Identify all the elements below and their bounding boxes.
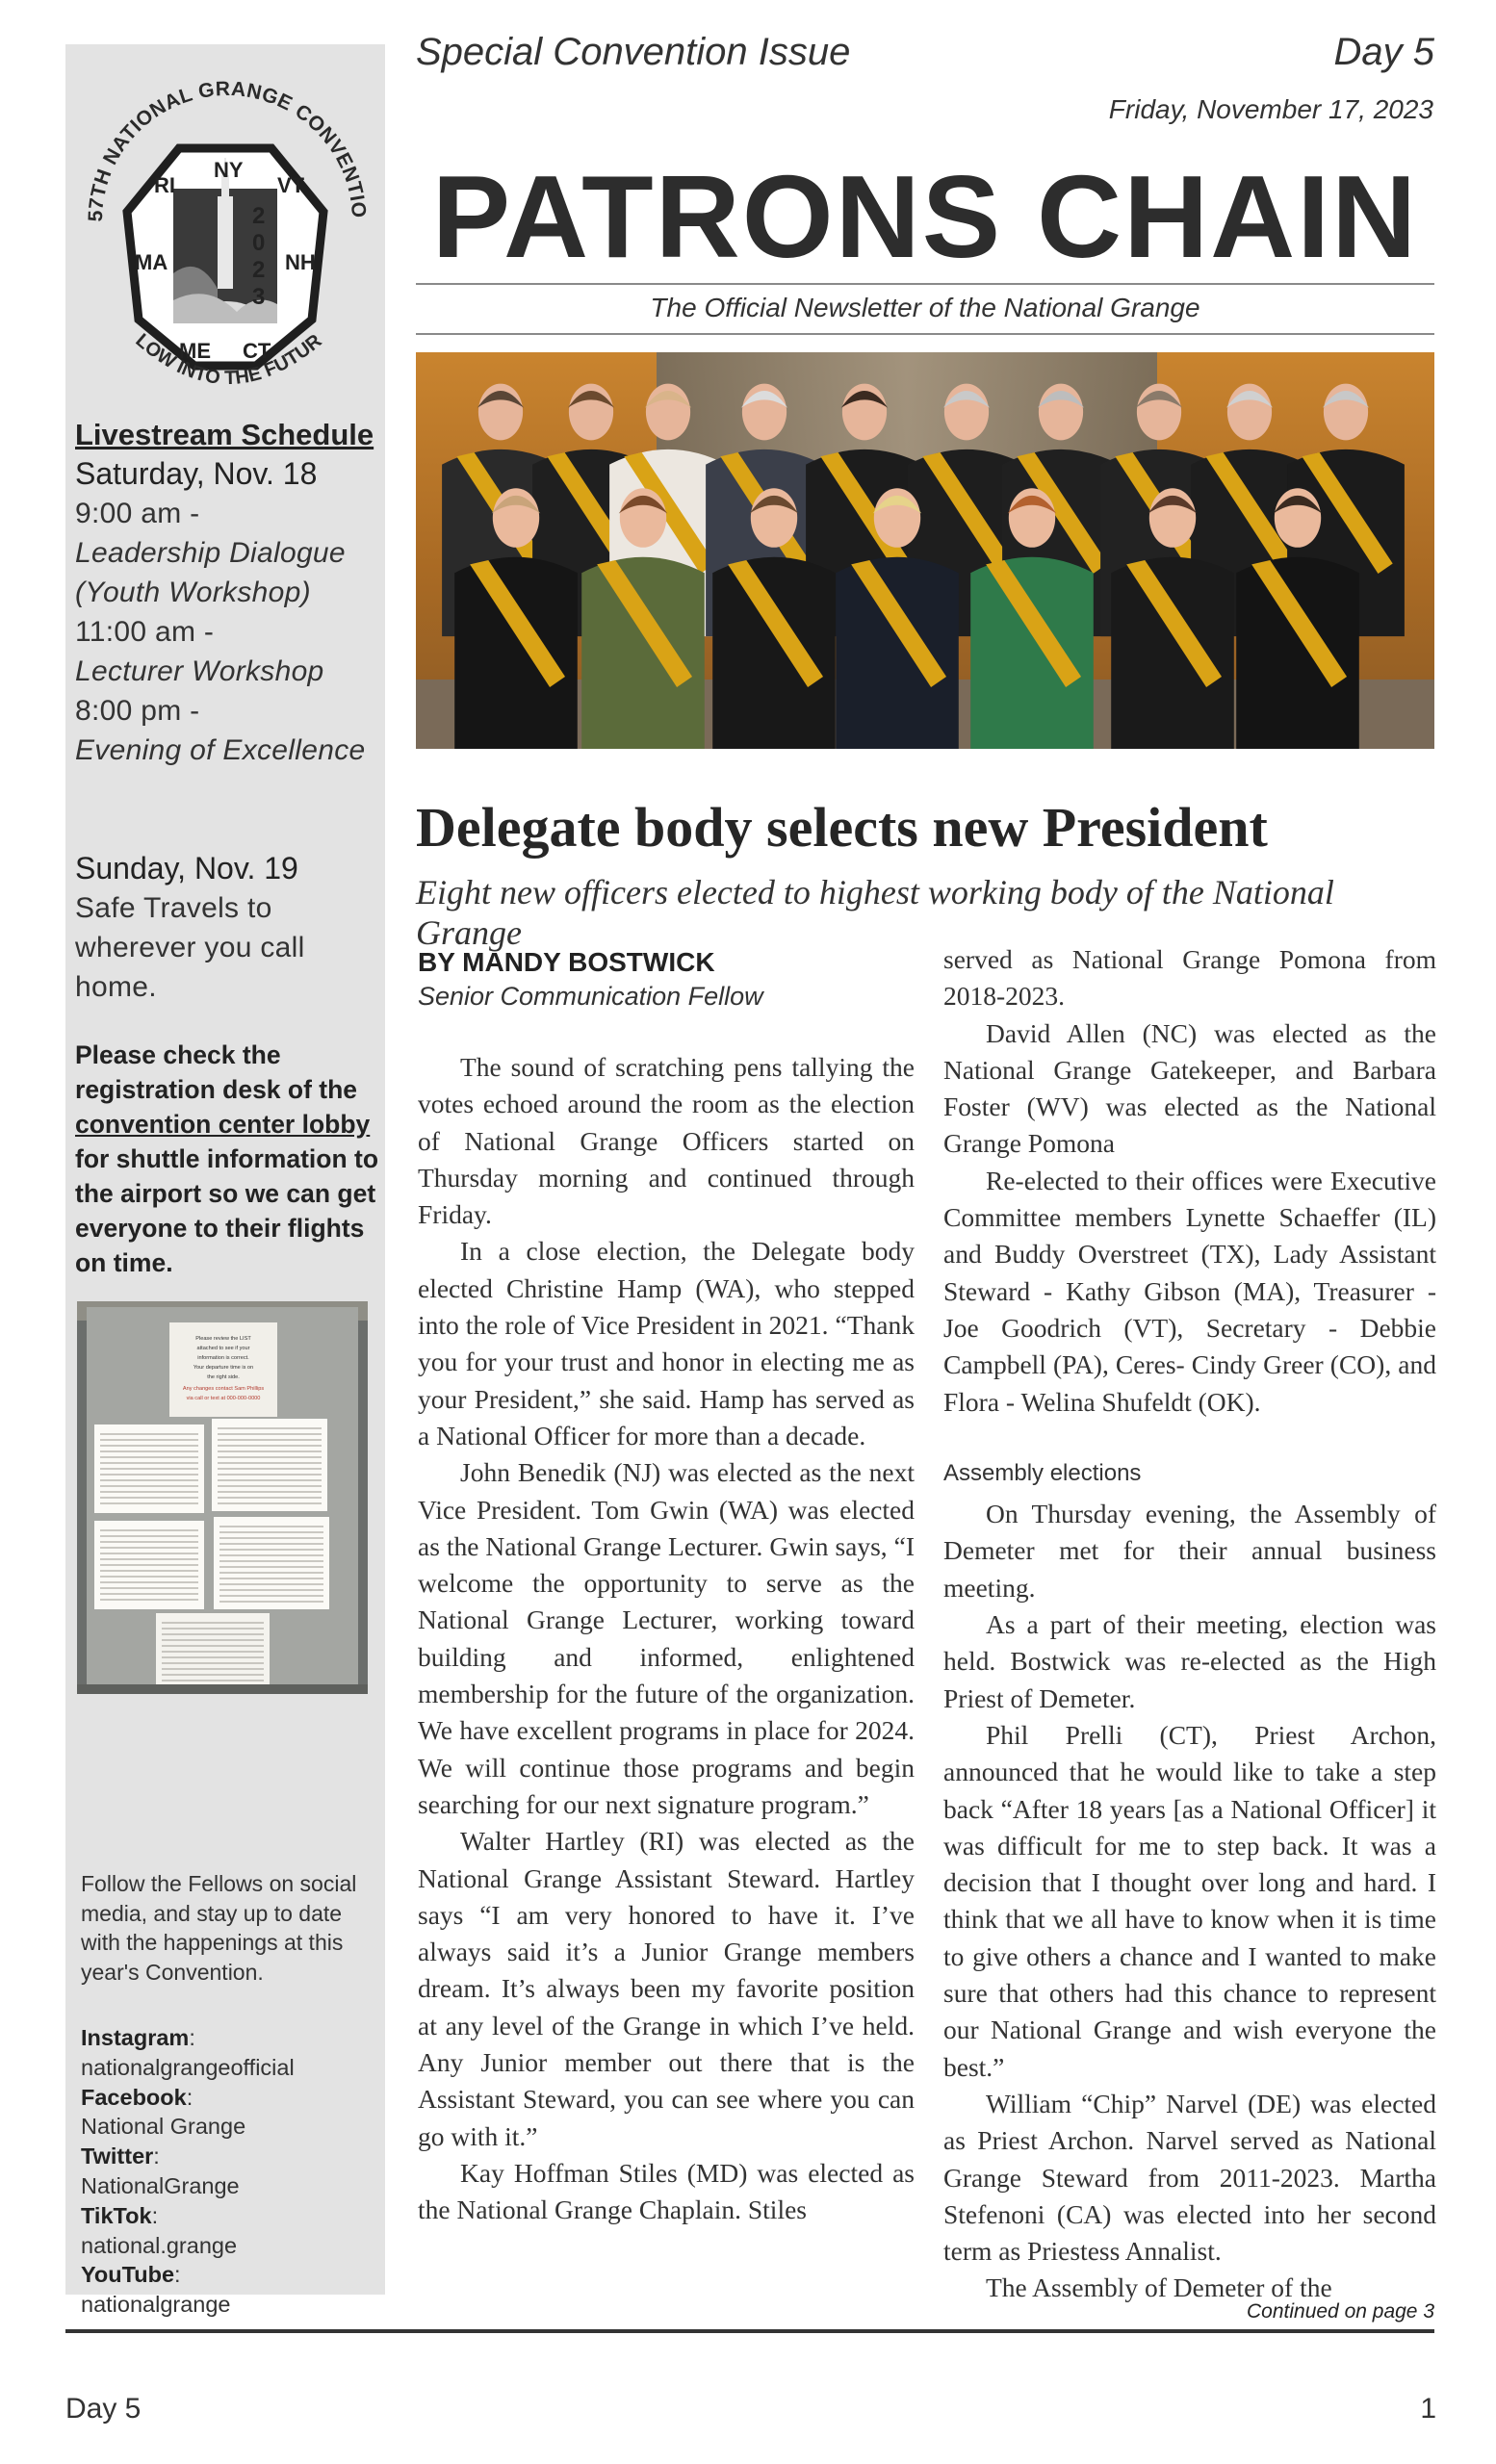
issue-date: Friday, November 17, 2023 bbox=[1108, 94, 1433, 124]
assembly-elections-heading: Assembly elections bbox=[943, 1459, 1142, 1486]
schedule-line: home. bbox=[75, 971, 157, 1003]
schedule-line: wherever you call bbox=[75, 932, 305, 963]
article-paragraph: Re-elected to their offices were Executive Committee members Lynette Schaeffer (IL) and Buddy Overstreet (TX), Lady Assistant Steward - Kathy Gibson (MA), Treasurer - Joe Goodrich (VT), Secretary - Debbie Campbell (PA), Ceres- Cindy Greer (CO), and Flora - Welina Shufeldt (OK). bbox=[943, 1165, 1436, 1417]
page-number: 1 bbox=[1420, 2393, 1436, 2425]
article-paragraph: In a close election, the Delegate body elected Christine Hamp (WA), who stepped into the role of Vice President in 2021. “Thank you for your trust and honor in electing me as your President,” she said. Hamp has served as a National Officer for more than a decade. bbox=[418, 1236, 915, 1450]
logo-state-nh: NH bbox=[285, 250, 316, 274]
livestream-schedule bbox=[75, 418, 381, 770]
livestream-heading: Livestream Schedule bbox=[75, 418, 374, 451]
article-column-1 bbox=[418, 1049, 915, 2229]
schedule-day: Sunday, Nov. 19 bbox=[75, 851, 298, 886]
svg-text:the right side.: the right side. bbox=[207, 1374, 240, 1380]
social-label: Instagram bbox=[81, 2025, 190, 2050]
logo-year-digit: 3 bbox=[252, 284, 266, 310]
schedule-line: 11:00 am - bbox=[75, 616, 215, 648]
social-item: Twitter: NationalGrange bbox=[81, 2143, 240, 2198]
article-paragraph: David Allen (NC) was elected as the National Grange Gatekeeper, and Barbara Foster (WV) was elected as the National Grange Pomona bbox=[943, 1017, 1436, 1159]
schedule-line: Evening of Excellence bbox=[75, 734, 366, 766]
svg-text:Your departure time is on: Your departure time is on bbox=[193, 1365, 254, 1371]
logo-state-ny: NY bbox=[214, 158, 244, 182]
social-handle[interactable]: National Grange bbox=[81, 2114, 246, 2140]
social-label: TikTok bbox=[81, 2202, 152, 2228]
shuttle-notice bbox=[75, 1038, 381, 1280]
schedule-line: Lecturer Workshop bbox=[75, 655, 324, 687]
sunday-schedule bbox=[75, 849, 381, 1007]
schedule-line: (Youth Workshop) bbox=[75, 577, 311, 608]
logo-ring-top-text: 57TH NATIONAL GRANGE CONVENTIO bbox=[84, 77, 371, 222]
social-label: Twitter bbox=[81, 2143, 154, 2169]
article-column-2-bottom bbox=[943, 1496, 1436, 2307]
footer-day: Day 5 bbox=[65, 2393, 142, 2425]
social-handle[interactable]: nationalgrange bbox=[81, 2292, 231, 2318]
svg-text:Please review the LIST: Please review the LIST bbox=[195, 1336, 251, 1342]
social-item: TikTok: national.grange bbox=[81, 2202, 238, 2258]
author-role: Senior Communication Fellow bbox=[418, 982, 763, 1011]
article-paragraph: As a part of their meeting, election was held. Bostwick was re-elected as the High Priest of Demeter. bbox=[943, 1609, 1436, 1713]
social-handle[interactable]: national.grange bbox=[81, 2232, 238, 2258]
article-paragraph: Walter Hartley (RI) was elected as the National Grange Assistant Steward. Hartley says “I am very honored to have it. I’ve always said it’s a Junior Grange members dream. It’s always been my favorite position at any level of the Grange in which I’ve held. Any Junior member out there that is the Assistant Steward, you can see where you can go with it.” bbox=[418, 1826, 915, 2151]
continued-note: Continued on page 3 bbox=[1247, 2300, 1434, 2323]
follow-text: Follow the Fellows on social media, and stay up to date with the happenings at this year's Convention. bbox=[81, 1871, 357, 1985]
article-paragraph: served as National Grange Pomona from 2018-2023. bbox=[943, 944, 1436, 1012]
logo-state-ri: RI bbox=[154, 173, 175, 197]
schedule-line: 9:00 am - bbox=[75, 498, 200, 529]
logo-ring-bottom-text: LOW INTO THE FUTUR bbox=[131, 329, 326, 390]
logo-state-me: ME bbox=[179, 339, 211, 363]
svg-text:information is correct.: information is correct. bbox=[197, 1355, 249, 1361]
logo-state-ct: CT bbox=[243, 339, 271, 363]
article-deck: Eight new officers elected to highest working body of the National Grange bbox=[416, 873, 1334, 952]
officers-group-photo bbox=[416, 352, 1434, 749]
newsletter-title: PATRONS CHAIN bbox=[431, 151, 1419, 282]
article-paragraph: The Assembly of Demeter of the bbox=[986, 2272, 1332, 2303]
schedule-lines bbox=[75, 494, 381, 770]
schedule-line: Safe Travels to bbox=[75, 892, 272, 924]
article-paragraph: Phil Prelli (CT), Priest Archon, announced that he would like to take a step back “After 18 years [as a National Officer] it was difficult for me to step back. It was a decision that I thought over long and hard. I think that we all have to know when it is time to give others a chance and I wanted to make sure that others had this chance to represent our National Grange and wish everyone the best.” bbox=[943, 1719, 1436, 2082]
special-issue-label: Special Convention Issue bbox=[416, 31, 851, 73]
shuttle-text: Please check the registration desk of the bbox=[75, 1040, 358, 1104]
schedule-line: Leadership Dialogue bbox=[75, 537, 346, 569]
masthead-rule-bottom bbox=[416, 333, 1434, 335]
social-label: Facebook bbox=[81, 2084, 187, 2110]
article-paragraph: The sound of scratching pens tallying the votes echoed around the room as the election of National Grange Officers started on Thursday morning and continued through Friday. bbox=[418, 1052, 915, 1230]
issue-day: Day 5 bbox=[1333, 31, 1434, 73]
logo-state-ma: MA bbox=[135, 250, 168, 274]
article-paragraph: William “Chip” Narvel (DE) was elected as Priest Archon. Narvel served as National Grange Steward from 2011-2023. Martha Stefenoni (CA) was elected into her second term as Priestess Annalist. bbox=[943, 2088, 1436, 2267]
social-item: Instagram: nationalgrangeofficial bbox=[81, 2025, 295, 2080]
newsletter-subtitle: The Official Newsletter of the National Grange bbox=[650, 293, 1200, 322]
social-item: YouTube: nationalgrange bbox=[81, 2262, 231, 2318]
social-label: YouTube bbox=[81, 2262, 175, 2288]
svg-text:via call or text at 000-000-00: via call or text at 000-000-0000 bbox=[186, 1396, 261, 1401]
svg-text:attached to see if your: attached to see if your bbox=[196, 1346, 250, 1351]
schedule-line: 8:00 pm - bbox=[75, 695, 200, 727]
social-item: Facebook: National Grange bbox=[81, 2084, 246, 2140]
masthead-rule-top bbox=[416, 283, 1434, 285]
shuttle-text: for shuttle information to the airport so we can get everyone to their flights on time. bbox=[75, 1144, 379, 1277]
footer-rule bbox=[65, 2329, 1434, 2333]
social-list bbox=[81, 2023, 375, 2320]
convention-logo bbox=[73, 52, 377, 437]
masthead-topline bbox=[416, 31, 1434, 79]
sidebar bbox=[65, 44, 385, 2318]
schedule-lines bbox=[75, 888, 381, 1007]
social-handle[interactable]: nationalgrangeofficial bbox=[81, 2054, 295, 2080]
logo-year-digit: 2 bbox=[252, 257, 266, 283]
schedule-day: Saturday, Nov. 18 bbox=[75, 456, 318, 491]
convention-center-lobby-link[interactable]: convention center lobby bbox=[75, 1110, 371, 1139]
svg-text:Any changes contact Sam Philli: Any changes contact Sam Phillips bbox=[182, 1386, 265, 1392]
departure-list-photo bbox=[77, 1301, 368, 1694]
article-column-2-top bbox=[943, 941, 1436, 1421]
article-paragraph: Kay Hoffman Stiles (MD) was elected as the National Grange Chaplain. Stiles bbox=[418, 2157, 915, 2225]
article-paragraph: On Thursday evening, the Assembly of Demeter met for their annual business meeting. bbox=[943, 1499, 1436, 1603]
logo-year-digit: 2 bbox=[252, 203, 266, 229]
article-paragraph: John Benedik (NJ) was elected as the next Vice President. Tom Gwin (WA) was elected as the National Grange Lecturer. Gwin says, “I welcome the opportunity to serve as the National Grange Lecturer, working toward building and informed, enlightened membership for the future of the organization. We have excellent programs in place for 2024. We will continue those programs and begin searching for our next signature program.” bbox=[418, 1457, 915, 1819]
logo-year-digit: 0 bbox=[252, 230, 266, 256]
article-column-2 bbox=[943, 941, 1436, 2307]
social-handle[interactable]: NationalGrange bbox=[81, 2172, 240, 2198]
article-byline: BY MANDY BOSTWICK bbox=[418, 947, 715, 977]
logo-state-vt: VT bbox=[277, 173, 305, 197]
article-headline: Delegate body selects new President bbox=[416, 796, 1268, 859]
